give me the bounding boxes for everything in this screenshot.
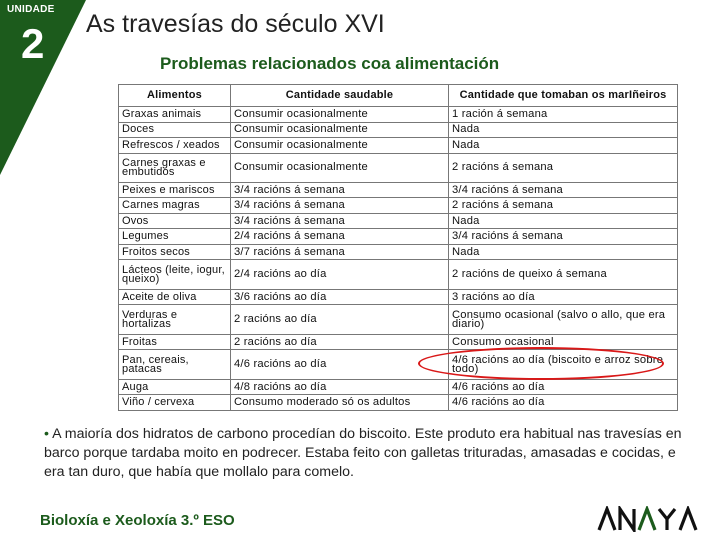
sailor-cell: 4/6 racións ao día (biscoito e arroz sobre todo) — [449, 350, 678, 379]
healthy-cell: Consumir ocasionalmente — [231, 107, 449, 123]
sailor-cell: Consumo ocasional (salvo o allo, que era diario) — [449, 305, 678, 334]
table-row — [119, 379, 678, 395]
unit-label: UNIDADE — [7, 4, 55, 15]
food-cell: Pan, cereais, patacas — [119, 350, 231, 379]
unit-number: 2 — [21, 20, 45, 67]
table-row — [119, 107, 678, 123]
food-cell: Legumes — [119, 229, 231, 245]
sailor-cell: Nada — [449, 122, 678, 138]
healthy-cell: 3/4 racións á semana — [231, 182, 449, 198]
food-cell: Lácteos (leite, iogur, queixo) — [119, 260, 231, 289]
table-row — [119, 153, 678, 182]
table-header-row — [119, 85, 678, 107]
table-row — [119, 122, 678, 138]
food-cell: Froitas — [119, 334, 231, 350]
sailor-cell: 4/6 racións ao día — [449, 379, 678, 395]
table-row — [119, 260, 678, 289]
sailor-cell: 4/6 racións ao día — [449, 395, 678, 411]
sailor-cell: 2 racións á semana — [449, 153, 678, 182]
food-cell: Carnes magras — [119, 198, 231, 214]
table-row — [119, 395, 678, 411]
healthy-cell: 3/6 racións ao día — [231, 289, 449, 305]
sailor-cell: Nada — [449, 138, 678, 154]
table-row — [119, 305, 678, 334]
food-cell: Aceite de oliva — [119, 289, 231, 305]
header-cantidade-marineiros: Cantidade que tomaban os marIñeiros — [449, 85, 678, 107]
table-row — [119, 213, 678, 229]
table-row — [119, 350, 678, 379]
healthy-cell: 2 racións ao día — [231, 305, 449, 334]
food-cell: Auga — [119, 379, 231, 395]
page-subtitle: Problemas relacionados coa alimentación — [160, 54, 500, 73]
healthy-cell: Consumir ocasionalmente — [231, 153, 449, 182]
healthy-cell: Consumo moderado só os adultos — [231, 395, 449, 411]
healthy-cell: 2/4 racións á semana — [231, 229, 449, 245]
sailor-cell: Consumo ocasional — [449, 334, 678, 350]
food-cell: Carnes graxas e embutidos — [119, 153, 231, 182]
table-row — [119, 198, 678, 214]
sailor-cell: 2 racións de queixo á semana — [449, 260, 678, 289]
food-cell: Refrescos / xeados — [119, 138, 231, 154]
food-table — [118, 84, 678, 411]
table-row — [119, 244, 678, 260]
table-row — [119, 182, 678, 198]
table-row — [119, 229, 678, 245]
explanation-text: A maioría dos hidratos de carbono procedían do biscoito. Este produto era habitual nas travesías en barco porque tardaba moito en podrecer. Estaba feito con galletas trituradas, amasadas e cocidas, e era tan duro, que había que mollalo para comelo. — [44, 426, 682, 480]
healthy-cell: 3/7 racións á semana — [231, 244, 449, 260]
food-cell: Verduras e hortalizas — [119, 305, 231, 334]
healthy-cell: Consumir ocasionalmente — [231, 122, 449, 138]
anaya-logo-icon — [597, 506, 701, 532]
footer-course: Bioloxía e Xeoloxía 3.º ESO — [40, 512, 235, 529]
page-title: As travesías do século XVI — [86, 10, 385, 38]
food-cell: Viño / cervexa — [119, 395, 231, 411]
sailor-cell: Nada — [449, 244, 678, 260]
food-cell: Doces — [119, 122, 231, 138]
sailor-cell: 3 racións ao día — [449, 289, 678, 305]
healthy-cell: Consumir ocasionalmente — [231, 138, 449, 154]
explanation-paragraph — [44, 425, 694, 482]
sailor-cell: 3/4 racións á semana — [449, 182, 678, 198]
healthy-cell: 4/8 racións ao día — [231, 379, 449, 395]
header-alimentos: Alimentos — [119, 85, 231, 107]
healthy-cell: 3/4 racións á semana — [231, 213, 449, 229]
food-cell: Peixes e mariscos — [119, 182, 231, 198]
table-row — [119, 138, 678, 154]
healthy-cell: 4/6 racións ao día — [231, 350, 449, 379]
healthy-cell: 2 racións ao día — [231, 334, 449, 350]
sailor-cell: 1 ración á semana — [449, 107, 678, 123]
healthy-cell: 2/4 racións ao día — [231, 260, 449, 289]
bullet-icon: • — [44, 426, 49, 442]
food-cell: Ovos — [119, 213, 231, 229]
table-row — [119, 289, 678, 305]
sailor-cell: 2 racións á semana — [449, 198, 678, 214]
food-cell: Froitos secos — [119, 244, 231, 260]
table-row — [119, 334, 678, 350]
sailor-cell: 3/4 racións á semana — [449, 229, 678, 245]
sailor-cell: Nada — [449, 213, 678, 229]
header-cantidade-saudable: Cantidade saudable — [231, 85, 449, 107]
food-cell: Graxas animais — [119, 107, 231, 123]
healthy-cell: 3/4 racións á semana — [231, 198, 449, 214]
